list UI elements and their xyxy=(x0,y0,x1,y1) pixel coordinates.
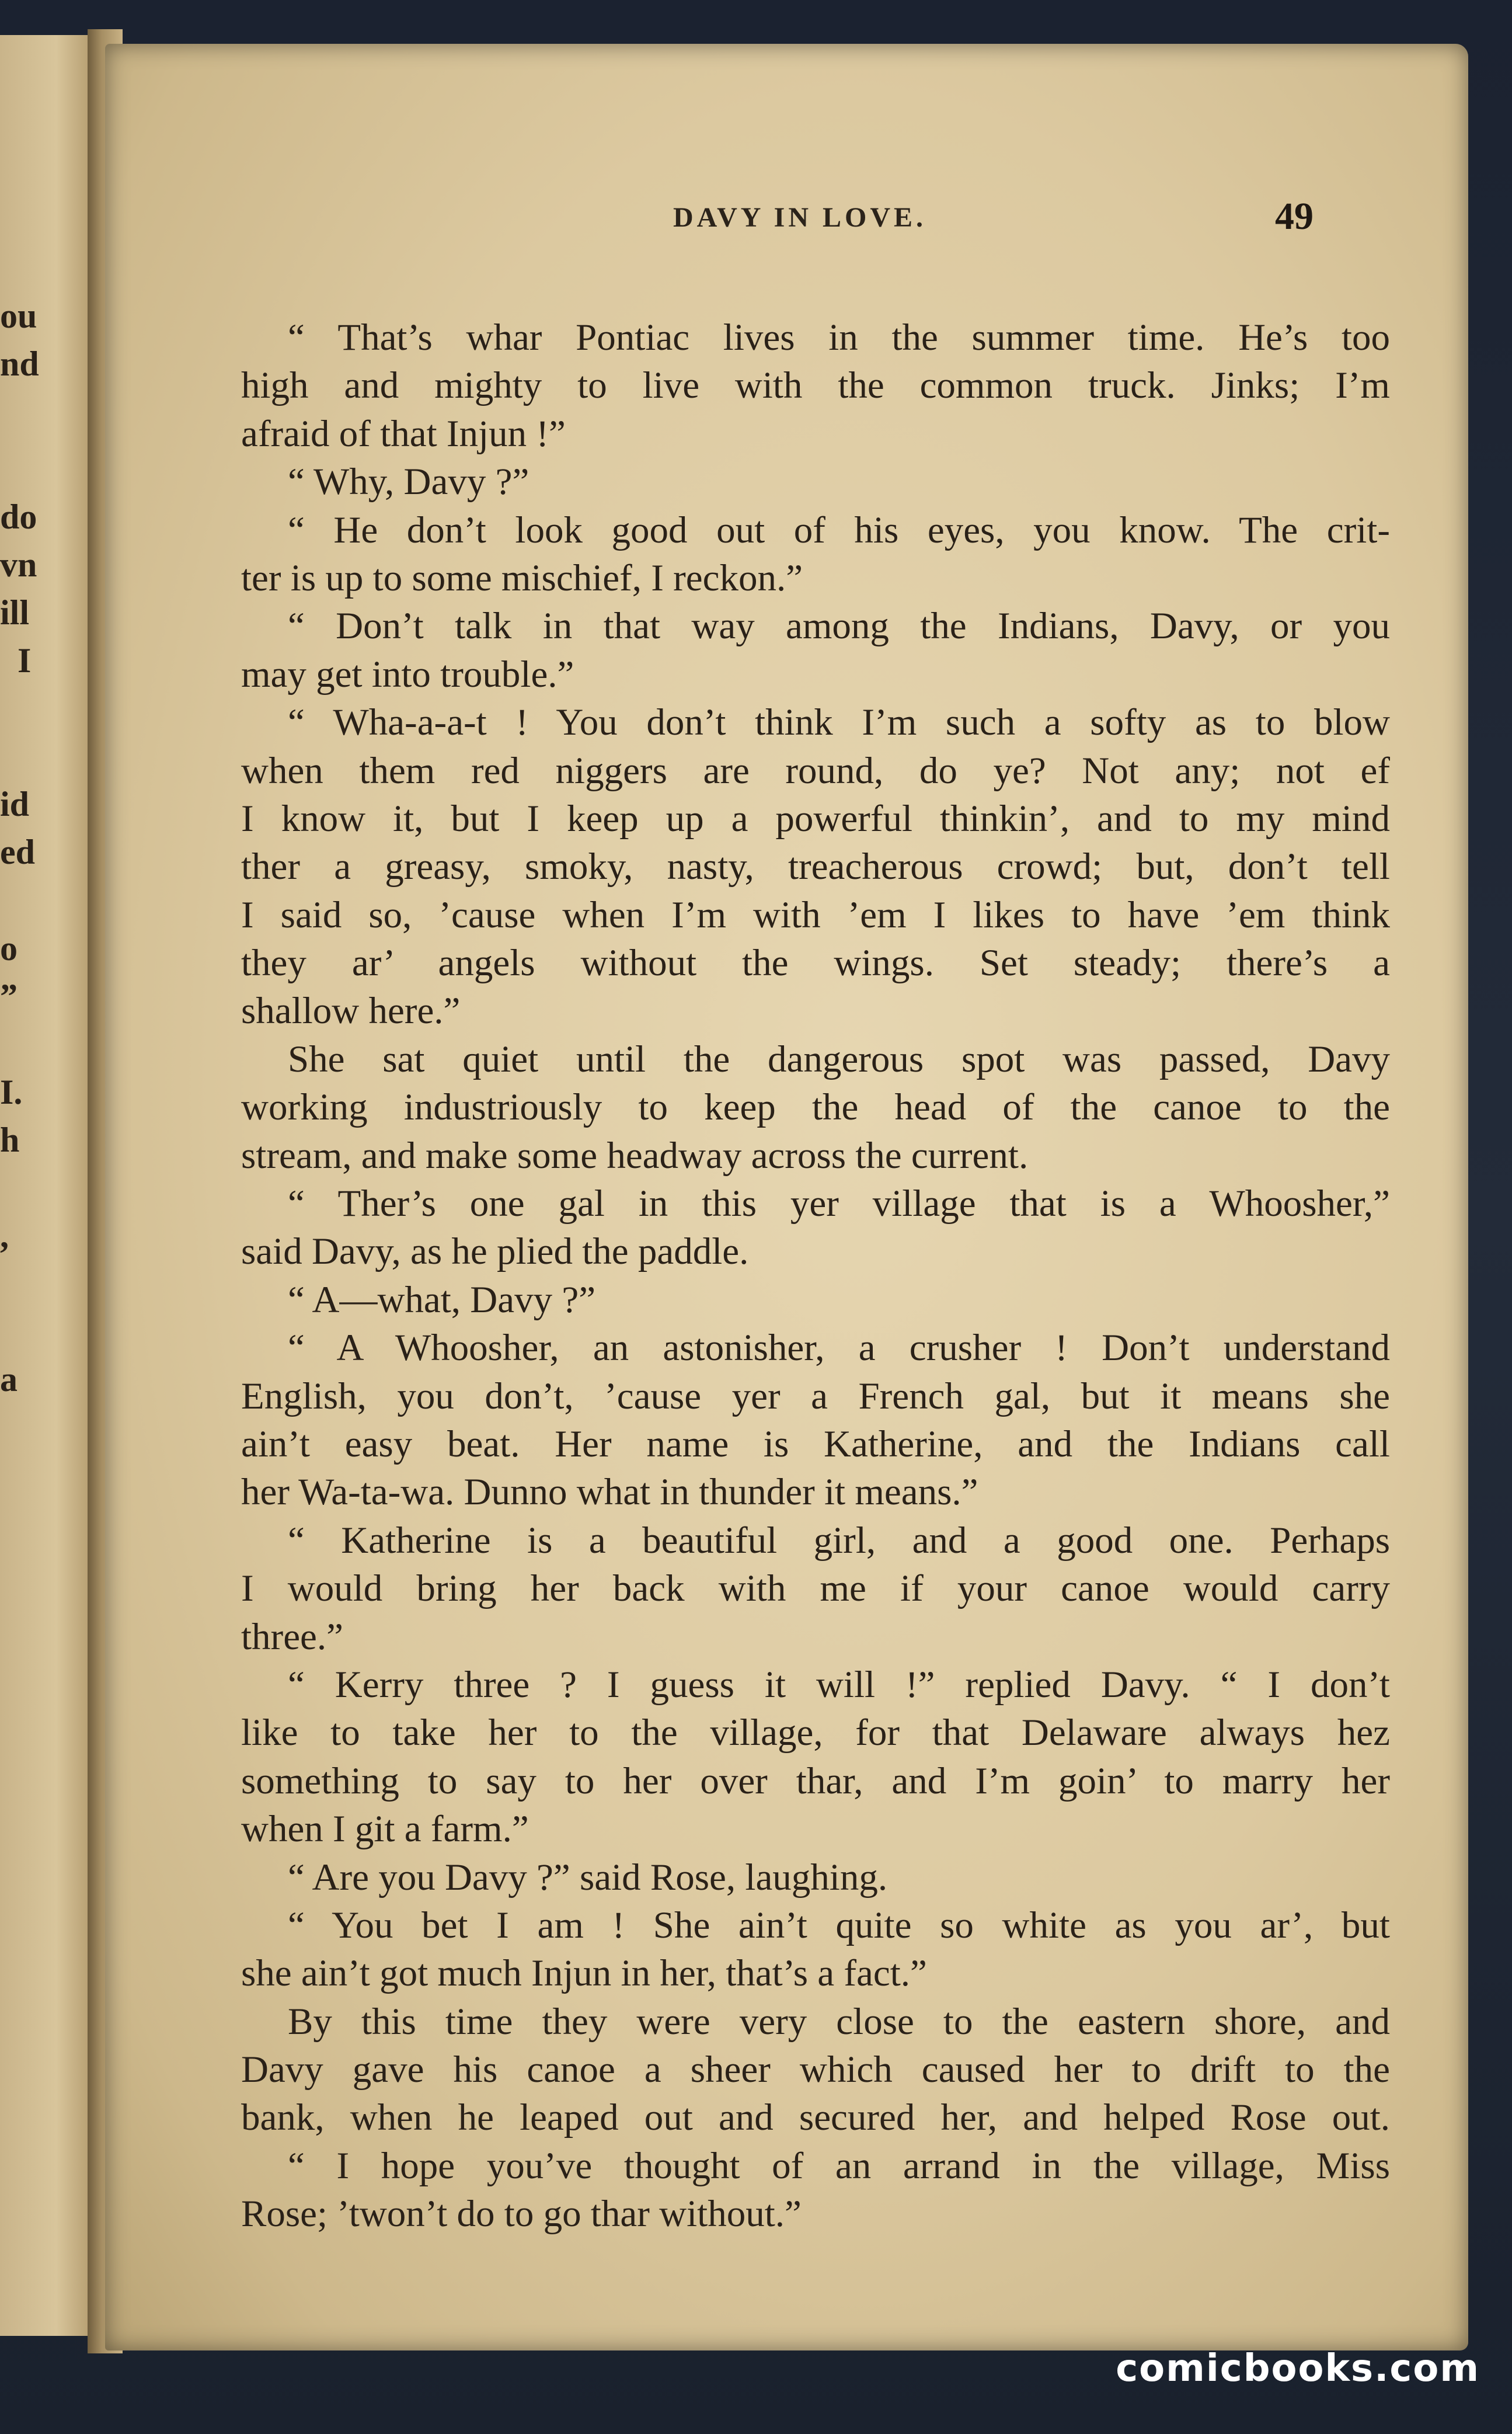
text-line: when I git a farm.” xyxy=(241,1808,529,1851)
text-line: they ar’ angels without the wings. Set steady; there’s a xyxy=(241,942,1390,985)
text-line: working industriously to keep the head of the canoe to the xyxy=(241,1086,1390,1129)
left-page-fragment: I xyxy=(18,641,32,680)
text-line: high and mighty to live with the common truck. Jinks; I’m xyxy=(241,364,1390,407)
text-line: “ A Whoosher, an astonisher, a crusher ! Don’t understand xyxy=(288,1327,1390,1369)
page-text xyxy=(241,314,1390,2238)
text-line: “ Why, Davy ?” xyxy=(288,461,529,503)
text-line: English, you don’t, ’cause yer a French gal, but it means she xyxy=(241,1375,1390,1417)
left-page-edge xyxy=(0,35,102,2336)
text-line: I said so, ’cause when I’m with ’em I likes to have ’em think xyxy=(241,893,1390,936)
text-line: I know it, but I keep up a powerful thinkin’, and to my mind xyxy=(241,797,1390,840)
text-line: ain’t easy beat. Her name is Katherine, and the Indians call xyxy=(241,1423,1390,1465)
text-line: “ That’s whar Pontiac lives in the summer time. He’s too xyxy=(288,317,1390,359)
text-line: “ He don’t look good out of his eyes, you know. The crit- xyxy=(288,509,1390,551)
text-line: something to say to her over thar, and I’m goin’ to marry her xyxy=(241,1760,1390,1802)
page-number: 49 xyxy=(1275,195,1314,238)
left-page-fragment: id xyxy=(0,785,30,823)
text-line: Davy gave his canoe a sheer which caused her to drift to the xyxy=(241,2049,1390,2091)
text-line: “ Kerry three ? I guess it will !” replied Davy. “ I don’t xyxy=(288,1663,1390,1706)
text-line: afraid of that Injun !” xyxy=(241,412,566,455)
text-line: stream, and make some headway across the current. xyxy=(241,1134,1029,1177)
text-line: Rose; ’twon’t do to go thar without.” xyxy=(241,2193,802,2235)
text-line: “ Are you Davy ?” said Rose, laughing. xyxy=(288,1856,888,1898)
left-page-fragment: , xyxy=(0,1216,9,1255)
text-line: when them red niggers are round, do ye? Not any; not ef xyxy=(241,749,1390,792)
left-page-fragment: ” xyxy=(0,977,18,1016)
left-page-fragment: o xyxy=(0,929,18,968)
book-page xyxy=(105,44,1468,2350)
text-line: shallow here.” xyxy=(241,990,461,1032)
left-page-fragment: nd xyxy=(0,345,39,383)
text-line: ther a greasy, smoky, nasty, treacherous crowd; but, don’t tell xyxy=(241,846,1390,888)
left-page-fragment: a xyxy=(0,1360,18,1399)
left-page-fragment: ou xyxy=(0,297,37,335)
text-line: “ You bet I am ! She ain’t quite so white as you ar’, but xyxy=(288,1904,1390,1946)
left-page-fragment: I. xyxy=(0,1073,23,1111)
left-page-fragment: ed xyxy=(0,833,35,871)
text-line: I would bring her back with me if your canoe would carry xyxy=(241,1567,1390,1610)
text-line: she ain’t got much Injun in her, that’s a fact.” xyxy=(241,1952,927,1995)
text-line: By this time they were very close to the eastern shore, and xyxy=(288,2000,1390,2043)
text-line: “ Katherine is a beautiful girl, and a good one. Perhaps xyxy=(288,1519,1390,1562)
left-page-fragment: ill xyxy=(0,593,30,632)
left-page-fragment: vn xyxy=(0,545,37,584)
text-line: said Davy, as he plied the paddle. xyxy=(241,1230,749,1273)
text-line: “ Ther’s one gal in this yer village that is a Whoosher,” xyxy=(288,1183,1390,1225)
text-line: like to take her to the village, for that Delaware always hez xyxy=(241,1712,1390,1754)
left-page-fragment: h xyxy=(0,1121,20,1159)
running-head xyxy=(105,195,1468,272)
text-line: “ A—what, Davy ?” xyxy=(288,1278,596,1321)
left-page-fragment: do xyxy=(0,498,37,536)
text-line: bank, when he leaped out and secured her, and helped Rose out. xyxy=(241,2096,1390,2139)
running-head-title: DAVY IN LOVE. xyxy=(673,202,927,233)
text-line: three.” xyxy=(241,1615,344,1658)
text-line: “ I hope you’ve thought of an arrand in the village, Miss xyxy=(288,2144,1390,2187)
text-line: “ Don’t talk in that way among the Indians, Davy, or you xyxy=(288,605,1390,648)
text-line: may get into trouble.” xyxy=(241,653,574,696)
watermark: comicbooks.com xyxy=(1116,2347,1480,2390)
text-line: “ Wha-a-a-t ! You don’t think I’m such a softy as to blow xyxy=(288,701,1390,744)
text-line: ter is up to some mischief, I reckon.” xyxy=(241,557,803,599)
text-line: her Wa-ta-wa. Dunno what in thunder it means.” xyxy=(241,1471,978,1514)
text-line: She sat quiet until the dangerous spot was passed, Davy xyxy=(288,1038,1390,1080)
